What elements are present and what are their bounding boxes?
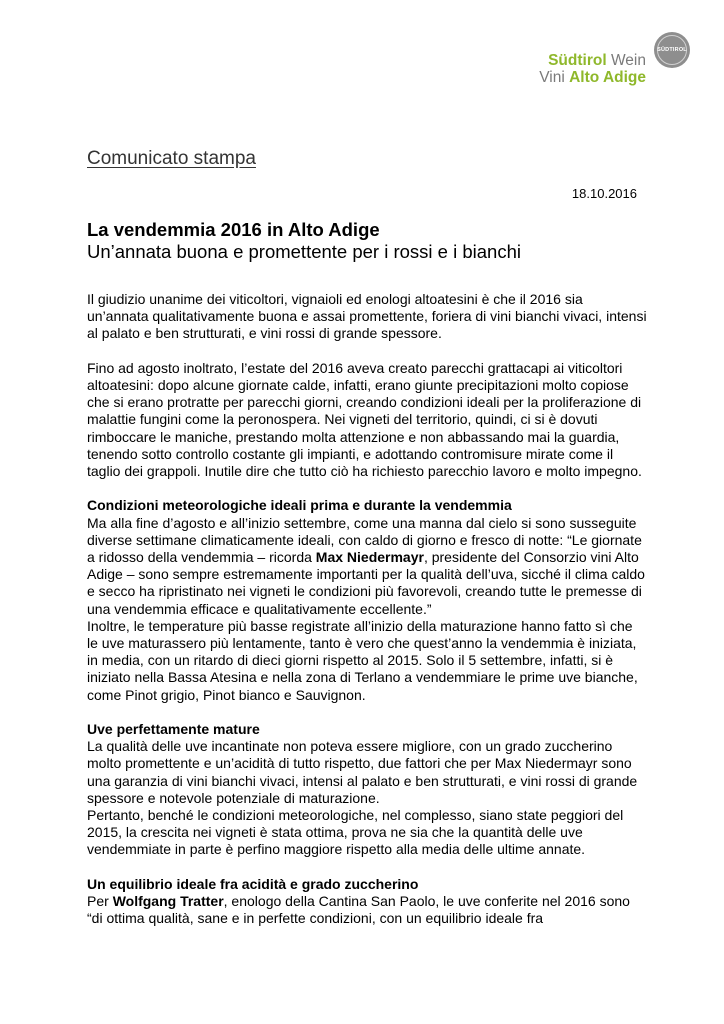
section-heading: Condizioni meteorologiche ideali prima e durante la vendemmia	[87, 497, 512, 514]
intro-paragraph: Il giudizio unanime dei viticoltori, vignaioli ed enologi altoatesini è che il 2016 sia un’annata qualitativamente buona e assai promettente, foriera di vini bianchi vivaci, intensi al palato e ben strutturati, e vini rossi di grande spessore.	[87, 291, 647, 342]
page-subtitle: Un’annata buona e promettente per i rossi e i bianchi	[87, 241, 521, 262]
release-date: 18.10.2016	[571, 186, 637, 201]
paragraph: La qualità delle uve incantinate non poteva essere migliore, con un grado zuccherino molto promettente e un’acidità di tutto rispetto, due fattori che per Max Niedermayr sono una garanzia di vini bianchi vivaci, intensi al palato e ben strutturati, e vini rossi di grande spessore e notevole potenziale di maturazione.	[87, 738, 638, 806]
section-heading: Un equilibrio ideale fra acidità e grado zuccherino	[87, 875, 419, 892]
press-release-label: Comunicato stampa	[87, 148, 256, 169]
article-body	[87, 291, 647, 927]
brand-logo	[530, 32, 690, 92]
paragraph: Inoltre, le temperature più basse registrate all’inizio della maturazione hanno fatto sì che le uve maturassero più lentamente, tanto è vero che quest’anno la vendemmia è iniziata, in media, con un ritardo di dieci giorni rispetto al 2015. Solo il 5 settembre, infatti, si è iniziato nella Bassa Atesina e nella zona di Terlano a vendemmiare le prime uve bianche, come Pinot grigio, Pinot bianco e Sauvignon.	[87, 617, 638, 703]
paragraph: Pertanto, benché le condizioni meteorologiche, nel complesso, siano state peggiori del 2015, la crescita nei vigneti è stata ottima, prova ne sia che la quantità delle uve vendemmiate in parte è perfino maggiore rispetto alla media delle ultime annate.	[87, 807, 624, 858]
page-title: La vendemmia 2016 in Alto Adige	[87, 219, 380, 240]
seal-icon: SÜDTIROL	[654, 32, 690, 68]
person-name: Wolfgang Tratter	[112, 893, 224, 910]
logo-line-1: Südtirol Wein	[548, 52, 646, 69]
paragraph: Fino ad agosto inoltrato, l’estate del 2016 aveva creato parecchi grattacapi ai viticoltori altoatesini: dopo alcune giornate calde, infatti, erano giunte precipitazioni molto copiose che si erano protratte per parecchi giorni, creando condizioni ideali per la proliferazione di malattie fungini come la peronospera. Nei vigneti del territorio, quindi, ci si è dovuti rimboccare le maniche, prestando molta attenzione e non abbassando mai la guardia, tenendo sotto controllo costante gli impianti, e adottando contromisure mirate come il taglio dei grappoli. Inutile dire che tutto ciò ha richiesto parecchio lavoro e molto impegno.	[87, 359, 642, 480]
logo-line-2: Vini Alto Adige	[539, 69, 646, 86]
paragraph: Ma alla fine d’agosto e all’inizio settembre, come una manna dal cielo si sono susseguite diverse settimane climaticamente ideali, con caldo di giorno e fresco di notte: “Le giornate a ridosso della vendemmia – ricorda Max Niedermayr, presidente del Consorzio vini Alto Adige – sono sempre estremamente importanti per la qualità dell’uva, sicché il clima caldo e secco ha ripristinato nei vigneti le condizioni più favorevoli, creando tutte le premesse di una vendemmia efficace e qualitativamente eccellente.”	[87, 514, 645, 617]
person-name: Max Niedermayr	[315, 549, 424, 566]
logo-wordmark	[539, 52, 646, 86]
paragraph: Per Wolfgang Tratter, enologo della Cantina San Paolo, le uve conferite nel 2016 sono “di ottima qualità, sane e in perfette condizioni, con un equilibrio ideale fra	[87, 893, 630, 927]
section-heading: Uve perfettamente mature	[87, 721, 260, 738]
